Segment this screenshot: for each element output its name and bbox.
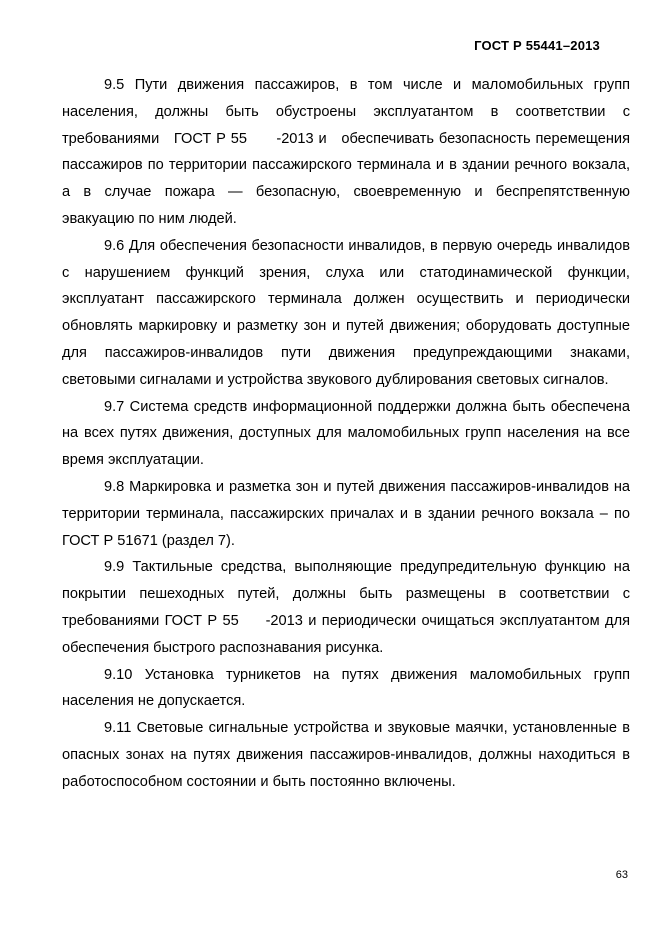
document-header-code: ГОСТ Р 55441–2013 [474,38,600,53]
paragraph-9-9: 9.9 Тактильные средства, выполняющие предупредительную функцию на покрытии пешеходных путей, должны быть размещены в соответствии с требованиями ГОСТ Р 55 -2013 и периодически очищаться эксплуатантом для обеспечения быстрого распознавания рисунка. [62,559,635,656]
document-body [62,72,635,796]
paragraph-9-7: 9.7 Система средств информационной поддержки должна быть обеспечена на всех путях движения, доступных для маломобильных групп населения на все время эксплуатации. [62,398,630,469]
paragraph-9-5: 9.5 Пути движения пассажиров, в том числе и маломобильных групп населения, должны быть обустроены эксплуатантом в соответствии с требованиями ГОСТ Р 55 -2013 и обеспечивать безопасность перемещения пассажиров по территории пассажирского терминала и в здании речного вокзала, а в случае пожара — безопасную, своевременную и беспрепятственную эвакуацию по ним людей. [62,77,635,227]
paragraph-9-8: 9.8 Маркировка и разметка зон и путей движения пассажиров-инвалидов на территории терминала, пассажирских причалах и в здании речного вокзала – по ГОСТ Р 51671 (раздел 7). [62,478,630,549]
paragraph-9-10: 9.10 Установка турникетов на путях движения маломобильных групп населения не допускается. [62,666,630,710]
page-number: 63 [615,869,628,881]
paragraph-9-6: 9.6 Для обеспечения безопасности инвалидов, в первую очередь инвалидов с нарушением функций зрения, слуха или статодинамической функции, эксплуатант пассажирского терминала должен осуществить и периодически обновлять маркировку и разметку зон и путей движения; оборудовать доступные для пассажиров-инвалидов пути движения предупреждающими знаками, световыми сигналами и устройства звукового дублирования световых сигналов. [62,237,630,388]
paragraph-9-11: 9.11 Световые сигнальные устройства и звуковые маячки, установленные в опасных зонах на путях движения пассажиров-инвалидов, должны находиться в работоспособном состоянии и быть постоянно включены. [62,720,630,790]
